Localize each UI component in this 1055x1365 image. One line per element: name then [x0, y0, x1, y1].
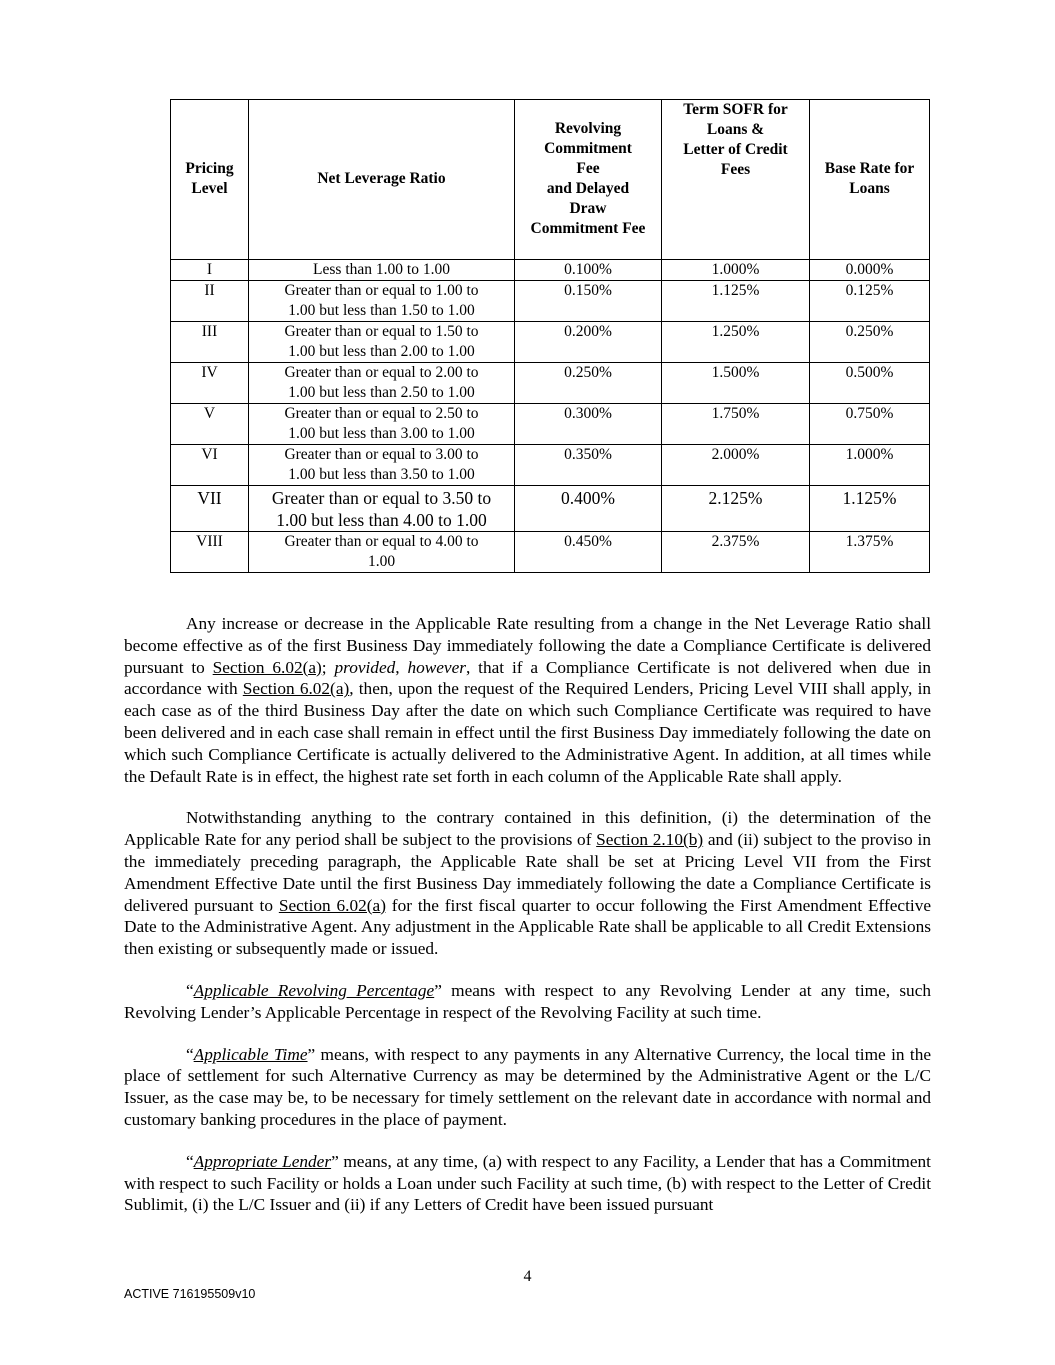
emphasis: provided [334, 657, 396, 677]
cell-base-rate: 0.000% [810, 260, 930, 281]
paragraph-text: ; [321, 657, 335, 677]
paragraph-text: , [395, 657, 408, 677]
cell-level: V [171, 404, 249, 445]
cell-commitment-fee: 0.400% [515, 486, 662, 532]
paragraph-text: Any increase or decrease in the Applicable Rate resulting from a change in the Net Leverage Ratio shall become effective as of the first Business Day immediately following the date a Compliance Certificate is delivered pursuant to [124, 614, 931, 677]
defined-term: Applicable Time [193, 1044, 308, 1064]
document-body [124, 613, 931, 1236]
table-row [171, 532, 930, 573]
defined-term: Applicable Revolving Percentage [193, 980, 435, 1000]
cell-commitment-fee: 0.100% [515, 260, 662, 281]
cell-commitment-fee: 0.200% [515, 322, 662, 363]
cell-commitment-fee: 0.300% [515, 404, 662, 445]
cell-sofr: 1.000% [662, 260, 810, 281]
cell-ratio: Greater than or equal to 3.50 to 1.00 but less than 4.00 to 1.00 [249, 486, 515, 532]
pricing-table-header-row [171, 100, 930, 260]
emphasis: however [407, 657, 466, 677]
cell-level: VI [171, 445, 249, 486]
section-reference: Section 6.02(a) [212, 657, 322, 677]
header-net-leverage-ratio: Net Leverage Ratio [249, 100, 515, 260]
cell-ratio: Greater than or equal to 2.50 to 1.00 but less than 3.00 to 1.00 [249, 404, 515, 445]
cell-sofr: 2.000% [662, 445, 810, 486]
paragraph-applicable-revolving-percentage [124, 980, 931, 1024]
paragraph-applicable-time [124, 1044, 931, 1131]
paragraph-text: , then, upon the request of the Required Lenders, Pricing Level VIII shall apply, in each case as of the third Business Day after the date on which such Compliance Certificate was required to have been delivered and in each case shall remain in effect until the first Business Day immediately following the date on which such Compliance Certificate is actually delivered to the Administrative Agent. In addition, at all times while the Default Rate is in effect, the highest rate set forth in each column of the Applicable Rate shall apply. [124, 679, 932, 786]
section-reference: Section 6.02(a) [242, 679, 350, 699]
paragraph-text: ” means, at any time, (a) with respect to any Facility, a Lender that has a Commitment with respect to such Facility or holds a Loan under such Facility at such time, (b) with respect to the Letter of Credit Sublimit, (i) the L/C Issuer and (ii) if any Letters of Credit have been issued pursuant [124, 1151, 931, 1215]
cell-sofr: 2.125% [662, 486, 810, 532]
cell-base-rate: 0.250% [810, 322, 930, 363]
section-reference: Section 6.02(a) [278, 895, 386, 915]
header-pricing-level: Pricing Level [171, 100, 249, 260]
cell-sofr: 1.125% [662, 281, 810, 322]
cell-base-rate: 1.375% [810, 532, 930, 573]
table-row [171, 281, 930, 322]
cell-commitment-fee: 0.250% [515, 363, 662, 404]
paragraph-notwithstanding [124, 807, 931, 960]
header-term-sofr: Term SOFR for Loans & Letter of Credit Fees [662, 100, 810, 260]
section-reference: Section 2.10(b) [596, 830, 704, 850]
paragraph-text: ” means, with respect to any payments in any Alternative Currency, the local time in the place of settlement for such Alternative Currency as may be determined by the Administrative Agent or the L/C Issuer, as the case may be, to be necessary for timely settlement on the relevant date in accordance with normal and customary banking procedures in the place of payment. [124, 1044, 932, 1129]
table-row [171, 445, 930, 486]
cell-base-rate: 0.750% [810, 404, 930, 445]
cell-sofr: 1.750% [662, 404, 810, 445]
cell-base-rate: 0.125% [810, 281, 930, 322]
paragraph-text: Notwithstanding anything to the contrary contained in this definition, (i) the determination of the Applicable Rate for any period shall be subject to the provisions of [124, 808, 931, 850]
defined-term: Appropriate Lender [193, 1151, 332, 1171]
paragraph-text: and (ii) subject to the proviso in the immediately preceding paragraph, the Applicable Rate shall be set at Pricing Level VII from the First Amendment Effective Date until the first Business Day immediately following the date a Compliance Certificate is delivered pursuant to [124, 830, 931, 915]
cell-ratio: Less than 1.00 to 1.00 [249, 260, 515, 281]
table-row [171, 404, 930, 445]
table-row [171, 322, 930, 363]
cell-level: VII [171, 486, 249, 532]
cell-level: III [171, 322, 249, 363]
pricing-table [170, 99, 930, 573]
cell-level: I [171, 260, 249, 281]
cell-level: VIII [171, 532, 249, 573]
cell-base-rate: 1.125% [810, 486, 930, 532]
paragraph-text: “ [186, 1151, 194, 1171]
header-revolving-commitment-fee: Revolving Commitment Fee and Delayed Draw Commitment Fee [515, 100, 662, 260]
cell-sofr: 1.250% [662, 322, 810, 363]
cell-level: II [171, 281, 249, 322]
paragraph-rate-change [124, 613, 931, 787]
paragraph-appropriate-lender [124, 1151, 931, 1216]
cell-ratio: Greater than or equal to 4.00 to 1.00 [249, 532, 515, 573]
cell-ratio: Greater than or equal to 3.00 to 1.00 but less than 3.50 to 1.00 [249, 445, 515, 486]
cell-level: IV [171, 363, 249, 404]
paragraph-text: for the first fiscal quarter to occur following the First Amendment Effective Date to the Administrative Agent. Any adjustment in the Applicable Rate shall be applicable to all Credit Extensions then existing or subsequently made or issued. [124, 895, 932, 959]
cell-base-rate: 0.500% [810, 363, 930, 404]
table-row [171, 363, 930, 404]
cell-commitment-fee: 0.350% [515, 445, 662, 486]
header-base-rate: Base Rate for Loans [810, 100, 930, 260]
page-number: 4 [523, 1268, 532, 1285]
cell-ratio: Greater than or equal to 1.50 to 1.00 but less than 2.00 to 1.00 [249, 322, 515, 363]
cell-ratio: Greater than or equal to 2.00 to 1.00 but less than 2.50 to 1.00 [249, 363, 515, 404]
cell-commitment-fee: 0.150% [515, 281, 662, 322]
paragraph-text: “ [186, 980, 194, 1000]
cell-sofr: 1.500% [662, 363, 810, 404]
document-id: ACTIVE 716195509v10 [124, 1287, 256, 1301]
cell-sofr: 2.375% [662, 532, 810, 573]
paragraph-text: , that if a Compliance Certificate is not delivered when due in accordance with [124, 657, 932, 699]
cell-ratio: Greater than or equal to 1.00 to 1.00 but less than 1.50 to 1.00 [249, 281, 515, 322]
cell-base-rate: 1.000% [810, 445, 930, 486]
cell-commitment-fee: 0.450% [515, 532, 662, 573]
table-row [171, 260, 930, 281]
table-row [171, 486, 930, 532]
paragraph-text: ” means with respect to any Revolving Lender at any time, such Revolving Lender’s Applicable Percentage in respect of the Revolving Facility at such time. [124, 980, 932, 1022]
paragraph-text: “ [186, 1044, 194, 1064]
